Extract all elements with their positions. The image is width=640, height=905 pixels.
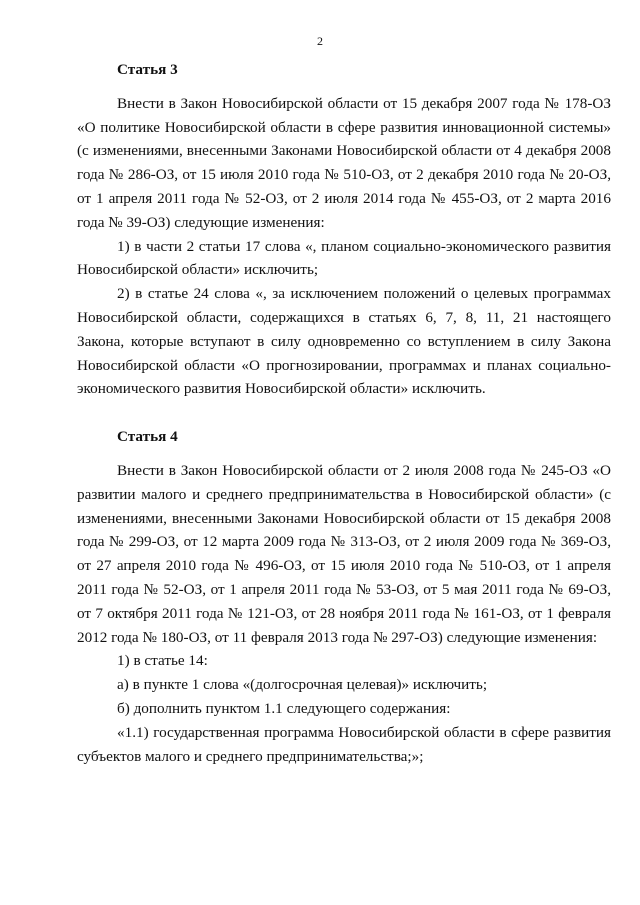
article-3 — [77, 58, 611, 401]
page-number: 2 — [317, 34, 323, 48]
article-4-heading: Статья 4 — [117, 428, 178, 446]
article-3-intro-paragraph: Внести в Закон Новосибирской области от 15 декабря 2007 года № 178-ОЗ «О политике Новосибирской области в сфере развития инновационной системы» (с изменениями, внесенными Законами Новосибирской области от 4 декабря 2008 года № 286-ОЗ, от 15 июля 2010 года № 510-ОЗ, от 2 декабря 2010 года № 20-ОЗ, от 1 апреля 2011 года № 52-ОЗ, от 2 июля 2014 года № 455-ОЗ, от 2 марта 2016 года № 39-ОЗ) следующие изменения: — [77, 94, 611, 231]
article-4-subitem-a: а) в пункте 1 слова «(долгосрочная целевая)» исключить; — [117, 676, 488, 694]
document-body — [77, 58, 611, 768]
article-4-item-1: 1) в статье 14: — [117, 652, 208, 670]
article-4-new-point-text: «1.1) государственная программа Новосибирской области в сфере развития субъектов малого и среднего предпринимательства;»; — [77, 723, 611, 765]
article-4-intro-paragraph: Внести в Закон Новосибирской области от 2 июля 2008 года № 245-ОЗ «О развитии малого и среднего предпринимательства в Новосибирской области» (с изменениями, внесенными Законами Новосибирской области от 15 декабря 2008 года № 299-ОЗ, от 12 марта 2009 года № 313-ОЗ, от 2 июля 2009 года № 369-ОЗ, от 27 апреля 2010 года № 496-ОЗ, от 15 июля 2010 года № 510-ОЗ, от 1 апреля 2011 года № 52-ОЗ, от 1 апреля 2011 года № 53-ОЗ, от 5 мая 2011 года № 69-ОЗ, от 7 октября 2011 года № 121-ОЗ, от 28 ноября 2011 года № 161-ОЗ, от 1 февраля 2012 года № 180-ОЗ, от 11 февраля 2013 года № 297-ОЗ) следующие изменения: — [77, 461, 611, 646]
article-4 — [77, 425, 611, 768]
article-4-subitem-b: б) дополнить пунктом 1.1 следующего содержания: — [117, 699, 451, 717]
article-3-item-2: 2) в статье 24 слова «, за исключением положений о целевых программах Новосибирской области, содержащихся в статьях 6, 7, 8, 11, 21 настоящего Закона, которые вступают в силу одновременно со вступлением в силу Закона Новосибирской области «О прогнозировании, программах и планах социально-экономического развития Новосибирской области» исключить. — [77, 285, 611, 398]
article-3-heading: Статья 3 — [117, 61, 178, 78]
article-3-item-1: 1) в части 2 статьи 17 слова «, планом социально-экономического развития Новосибирской области» исключить; — [77, 237, 611, 279]
